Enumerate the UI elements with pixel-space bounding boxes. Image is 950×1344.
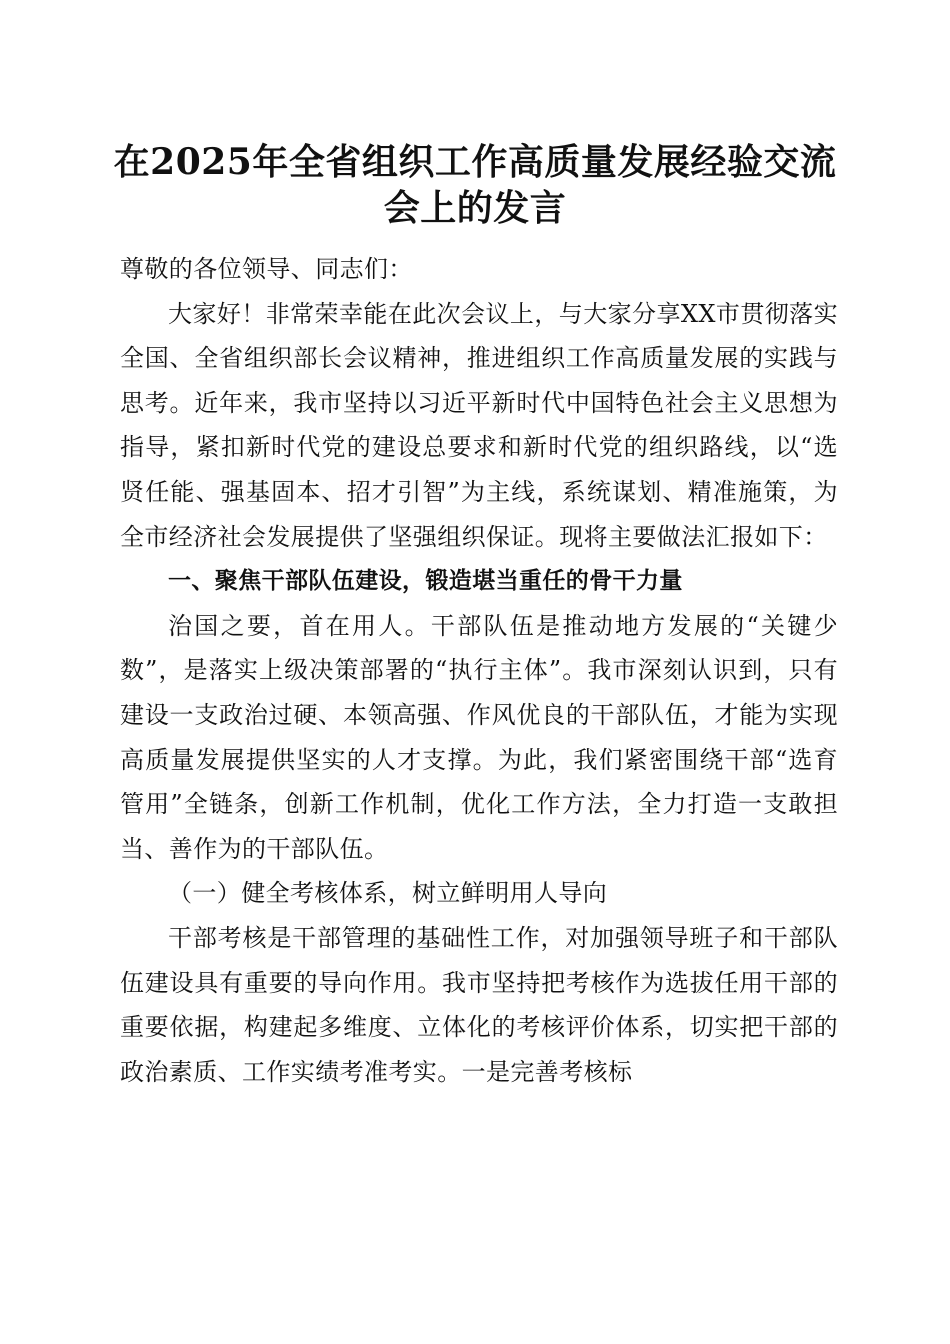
subsection-1-heading: （一）健全考核体系，树立鲜明用人导向 [168,879,608,908]
intro-paragraph: 大家好！非常荣幸能在此次会议上，与大家分享XX市贯彻落实全国、全省组织部长会议精神，推进组织工作高质量发展的实践与思考。近年来，我市坚持以习近平新时代中国特色社会主义思想为指导，紧扣新时代党的建设总要求和新时代党的组织路线，以“选贤任能、强基固本、招才引智”为主线，系统谋划、精准施策，为全市经济社会发展提供了坚强组织保证。现将主要做法汇报如下： [120,299,838,551]
document-title-line-1: 在2025年全省组织工作高质量发展经验交流 [113,141,837,183]
section-1-heading: 一、聚焦干部队伍建设，锻造堪当重任的骨干力量 [168,568,683,595]
document-body [120,247,838,1094]
subsection-1-paragraph: 干部考核是干部管理的基础性工作，对加强领导班子和干部队伍建设具有重要的导向作用。我市坚持把考核作为选拔任用干部的重要依据，构建起多维度、立体化的考核评价体系，切实把干部的政治素质、工作实绩考准考实。一是完善考核标 [120,923,838,1086]
document-title-line-2: 会上的发言 [383,187,567,229]
salutation: 尊敬的各位领导、同志们： [120,255,413,283]
section-1-paragraph: 治国之要，首在用人。干部队伍是推动地方发展的“关键少数”，是落实上级决策部署的“执行主体”。我市深刻认识到，只有建设一支政治过硬、本领高强、作风优良的干部队伍，才能为实现高质量发展提供坚实的人才支撑。为此，我们紧密围绕干部“选育管用”全链条，创新工作机制，优化工作方法，全力打造一支敢担当、善作为的干部队伍。 [120,611,838,863]
